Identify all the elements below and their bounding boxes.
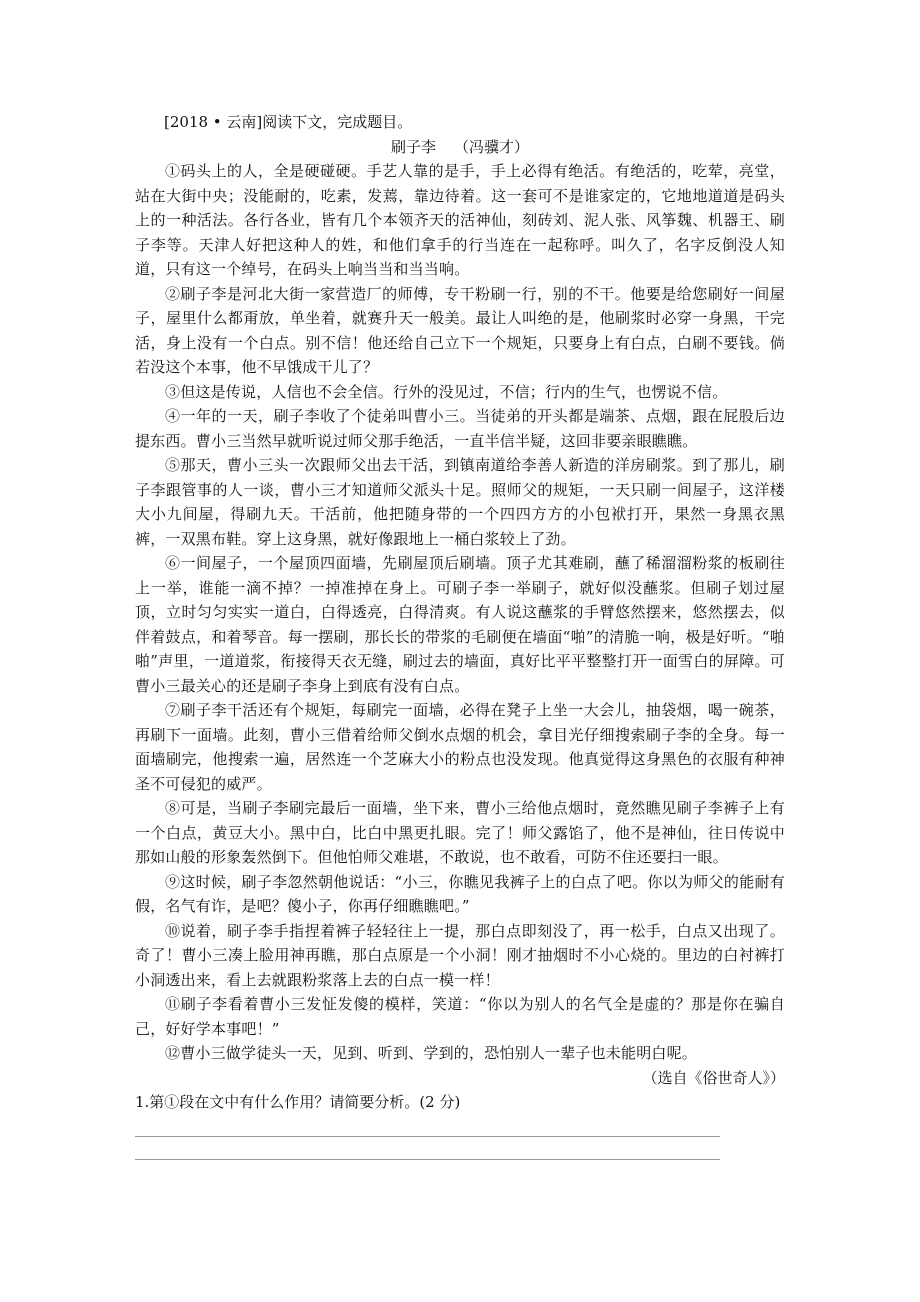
paragraph-7: ⑦刷子李干活还有个规矩，每刷完一面墙，必得在凳子上坐一大会儿，抽袋烟，喝一碗茶，再刷下一面墙。此刻，曹小三借着给师父倒水点烟的机会，拿目光仔细搜索刷子李的全身。每一面墙刷完，他搜索一遍，居然连一个芝麻大小的粉点也没发现。他真觉得这身黑色的衣服有种神圣不可侵犯的威严。	[135, 701, 785, 793]
answer-line-2[interactable]	[135, 1137, 720, 1160]
paragraph-10: ⑩说着，刷子李手指捏着裤子轻轻往上一提，那白点即刻没了，再一松手，白点又出现了。奇了！曹小三凑上脸用神再瞧，那白点原是一个小洞！刚才抽烟时不小心烧的。里边的白衬裤打小洞透出来，看上去就跟粉浆落上去的白点一模一样！	[135, 921, 785, 989]
paragraph-5: ⑤那天，曹小三头一次跟师父出去干活，到镇南道给李善人新造的洋房刷浆。到了那儿，刷子李跟管事的人一谈，曹小三才知道师父派头十足。照师父的规矩，一天只刷一间屋子，这洋楼大小九间屋，得刷九天。干活前，他把随身带的一个四四方方的小包袱打开，果然一身黑衣黑裤，一双黑布鞋。穿上这身黑，就好像跟地上一桶白浆较上了劲。	[135, 456, 785, 548]
article-title	[135, 135, 785, 159]
article-body	[135, 159, 785, 1066]
paragraph-12: ⑫曹小三做学徒头一天，见到、听到、学到的，恐怕别人一辈子也未能明白呢。	[165, 1044, 698, 1062]
paragraph-6: ⑥一间屋子，一个屋顶四面墙，先刷屋顶后刷墙。顶子尤其难刷，蘸了稀溜溜粉浆的板刷往上一举，谁能一滴不掉？一掉准掉在身上。可刷子李一举刷子，就好似没蘸浆。但刷子划过屋顶，立时匀匀实实一道白，白得透亮，白得清爽。有人说这蘸浆的手臂悠然摆来，悠然摆去，似伴着鼓点，和着琴音。每一摆刷，那长长的带浆的毛刷便在墙面“啪”的清脆一响，极是好听。“啪啪”声里，一道道浆，衔接得天衣无缝，刷过去的墙面，真好比平平整整打开一面雪白的屏障。可曹小三最关心的还是刷子李身上到底有没有白点。	[135, 554, 785, 695]
author-name: （冯骥才）	[454, 138, 530, 156]
answer-line-1[interactable]	[135, 1114, 720, 1137]
document-page	[135, 110, 785, 1160]
question-1: 1.第①段在文中有什么作用？请简要分析。(2 分)	[135, 1092, 461, 1111]
paragraph-1: ①码头上的人，全是硬碰硬。手艺人靠的是手，手上必得有绝活。有绝活的，吃荤，亮堂，站在大街中央；没能耐的，吃素，发蔫，靠边待着。这一套可不是谁家定的，它地地道道是码头上的一种活法。各行各业，皆有几个本领齐天的活神仙，刻砖刘、泥人张、风筝魏、机器王、刷子李等。天津人好把这种人的姓，和他们拿手的行当连在一起称呼。叫久了，名字反倒没人知道，只有这一个绰号，在码头上响当当和当当响。	[135, 162, 785, 278]
paragraph-3: ③但这是传说，人信也不会全信。行外的没见过，不信；行内的生气，也愣说不信。	[165, 382, 728, 401]
source-citation: （选自《俗世奇人》）	[642, 1068, 785, 1087]
paragraph-2: ②刷子李是河北大街一家营造厂的师傅，专干粉刷一行，别的不干。他要是给您刷好一间屋子，屋里什么都甭放，单坐着，就赛升天一般美。最让人叫绝的是，他刷浆时必穿一身黑，干完活，身上没有一个白点。别不信！他还给自己立下一个规矩，只要身上有白点，白刷不要钱。倘若没这个本事，他不早饿成干儿了？	[135, 284, 785, 376]
paragraph-11: ⑪刷子李看着曹小三发怔发傻的模样，笑道：“你以为别人的名气全是虚的？那是你在骗自己，好好学本事吧！”	[135, 995, 785, 1038]
exam-intro: [2018 • 云南]阅读下文，完成题目。	[164, 113, 413, 131]
paragraph-9: ⑨这时候，刷子李忽然朝他说话：“小三，你瞧见我裤子上的白点了吧。你以为师父的能耐有假，名气有诈，是吧？傻小子，你再仔细瞧瞧吧。”	[135, 872, 785, 915]
title-text: 刷子李	[390, 138, 436, 156]
paragraph-4: ④一年的一天，刷子李收了个徒弟叫曹小三。当徒弟的开头都是端茶、点烟，跟在屁股后边提东西。曹小三当然早就听说过师父那手绝活，一直半信半疑，这回非要亲眼瞧瞧。	[135, 407, 785, 450]
paragraph-8: ⑧可是，当刷子李刷完最后一面墙，坐下来，曹小三给他点烟时，竟然瞧见刷子李裤子上有一个白点，黄豆大小。黑中白，比白中黑更扎眼。完了！师父露馅了，他不是神仙，往日传说中那如山般的形象轰然倒下。但他怕师父难堪，不敢说，也不敢看，可防不住还要扫一眼。	[135, 799, 785, 866]
